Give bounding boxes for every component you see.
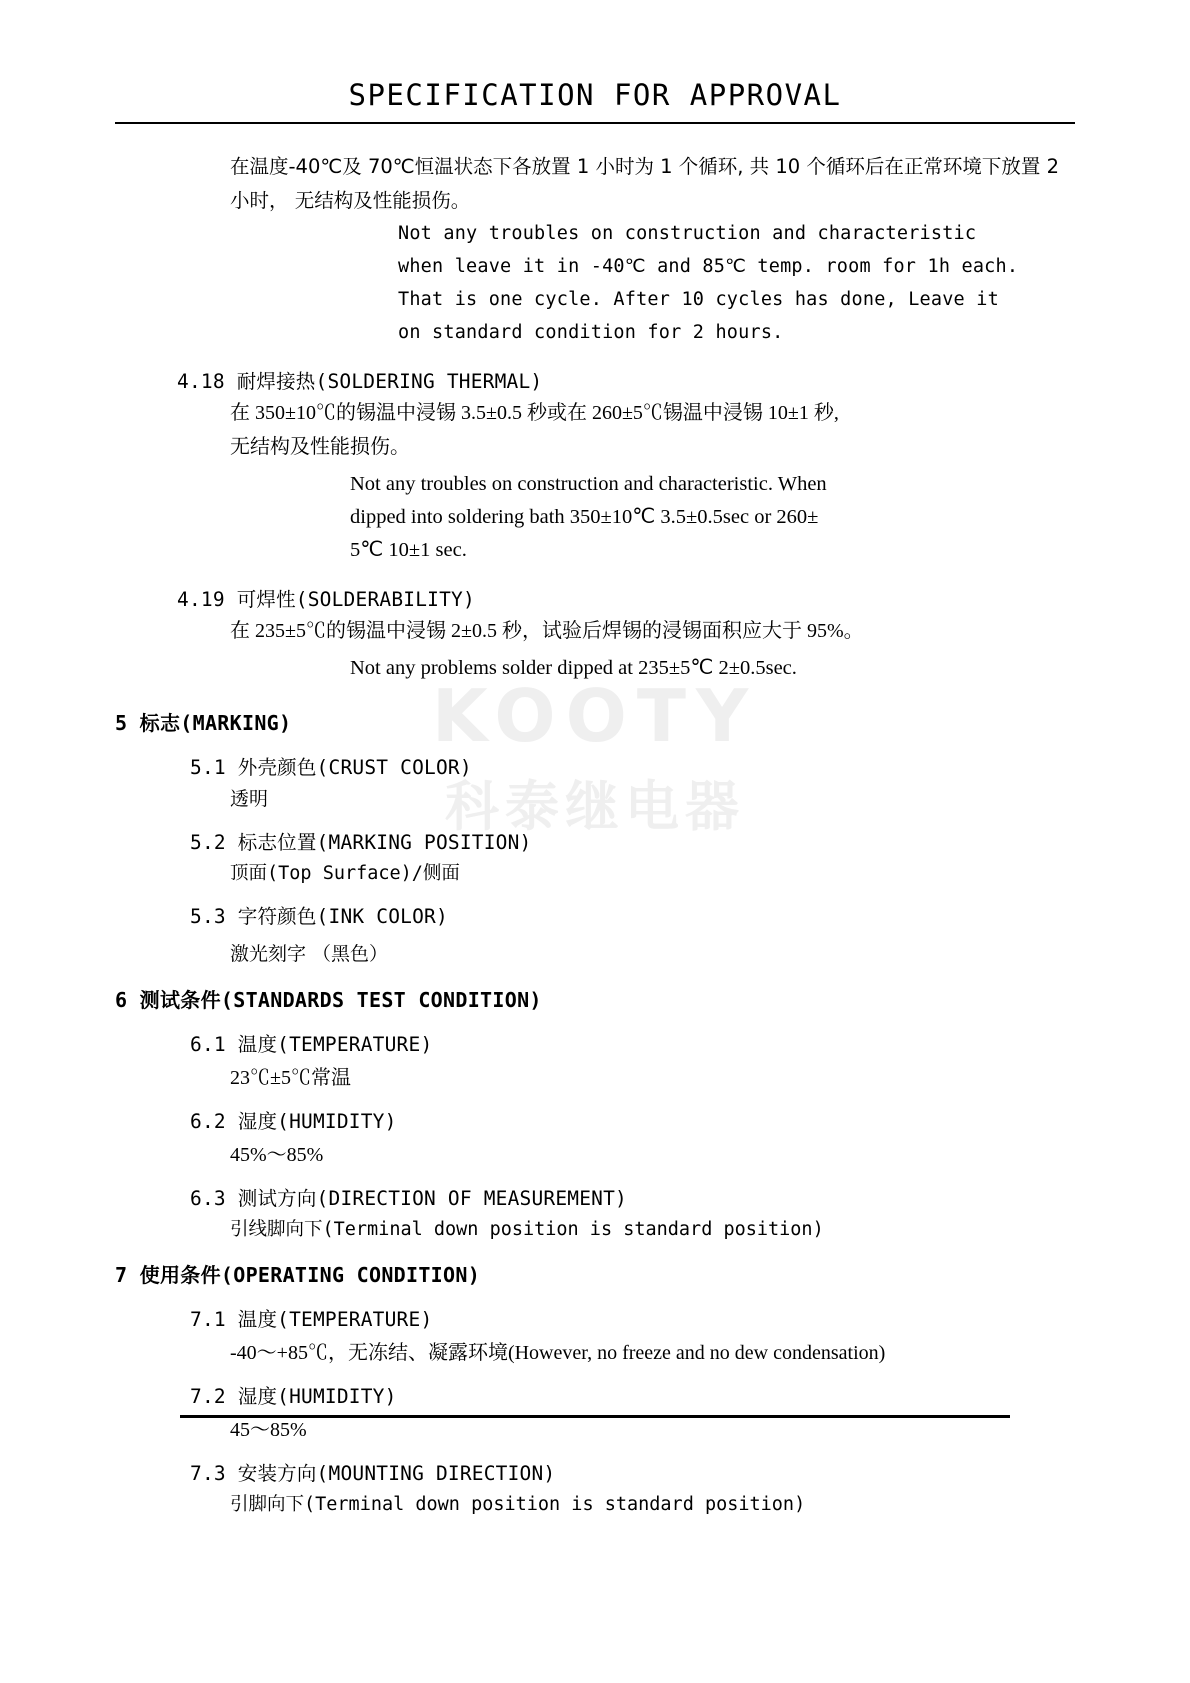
section-6-3-value: 引线脚向下(Terminal down position is standard position) [230, 1218, 824, 1240]
watermark-brand-chinese: 科泰继电器 [445, 775, 745, 838]
section-4-18-chinese-line-1: 在 350±10℃的锡温中浸锡 3.5±0.5 秒或在 260±5℃锡温中浸锡 10±1 秒, [230, 401, 839, 424]
section-4-18-english-line-2: dipped into soldering bath 350±10℃ 3.5±0.5sec or 260± [350, 506, 819, 529]
document-body [115, 124, 1075, 1516]
intro-english-line-3: That is one cycle. After 10 cycles has done, Leave it [398, 289, 999, 311]
section-4-19-english: Not any problems solder dipped at 235±5℃ 2±0.5sec. [350, 656, 797, 679]
section-6-2-value: 45%～85% [230, 1143, 324, 1166]
section-7-3-value: 引脚向下(Terminal down position is standard position) [230, 1493, 806, 1515]
page-title: SPECIFICATION FOR APPROVAL [348, 78, 842, 112]
section-heading-7-1: 7.1 温度(TEMPERATURE) [190, 1307, 433, 1331]
section-4-18-english-line-3: 5℃ 10±1 sec. [350, 539, 467, 562]
section-4-18-chinese-line-2: 无结构及性能损伤。 [230, 435, 410, 458]
section-heading-5: 5 标志(MARKING) [115, 710, 292, 735]
section-heading-5-3: 5.3 字符颜色(INK COLOR) [190, 904, 448, 928]
section-heading-6: 6 测试条件(STANDARDS TEST CONDITION) [115, 987, 542, 1012]
section-heading-7-3: 7.3 安装方向(MOUNTING DIRECTION) [190, 1461, 556, 1485]
intro-english-line-1: Not any troubles on construction and characteristic [398, 223, 977, 245]
section-heading-5-1: 5.1 外壳颜色(CRUST COLOR) [190, 755, 472, 779]
section-heading-5-2: 5.2 标志位置(MARKING POSITION) [190, 830, 532, 854]
section-heading-7: 7 使用条件(OPERATING CONDITION) [115, 1262, 481, 1287]
section-4-19-chinese: 在 235±5℃的锡温中浸锡 2±0.5 秒，试验后焊锡的浸锡面积应大于 95%。 [230, 619, 864, 642]
section-5-2-value: 顶面(Top Surface)/侧面 [230, 862, 460, 884]
section-5-1-value: 透明 [230, 787, 269, 810]
section-7-1-value: -40～+85℃，无冻结、凝露环境(However, no freeze and no dew condensation) [230, 1341, 886, 1364]
intro-english-line-4: on standard condition for 2 hours. [398, 322, 784, 344]
intro-english-paragraph [398, 218, 1075, 350]
watermark-brand-latin: KOOTY [431, 674, 759, 758]
section-4-18-chinese [230, 396, 1075, 464]
section-heading-4-19: 4.19 可焊性(SOLDERABILITY) [177, 587, 475, 611]
section-7-2-value: 45～85% [230, 1418, 307, 1441]
section-5-3-value: 激光刻字 （黑色） [230, 942, 389, 965]
section-heading-4-18: 4.18 耐焊接热(SOLDERING THERMAL) [177, 369, 543, 393]
section-heading-6-3: 6.3 测试方向(DIRECTION OF MEASUREMENT) [190, 1186, 627, 1210]
section-heading-7-2: 7.2 湿度(HUMIDITY) [190, 1384, 397, 1408]
section-6-1-value: 23℃±5℃常温 [230, 1066, 351, 1089]
intro-chinese-paragraph: 在温度-40℃及 70℃恒温状态下各放置 1 小时为 1 个循环, 共 10 个循环后在正常环境下放置 2 小时， 无结构及性能损伤。 [230, 155, 1059, 213]
section-4-18-english [350, 468, 1075, 568]
section-4-18-english-line-1: Not any troubles on construction and characteristic. When [350, 472, 827, 495]
intro-english-line-2: when leave it in -40℃ and 85℃ temp. room for 1h each. [398, 256, 1019, 278]
section-heading-6-2: 6.2 湿度(HUMIDITY) [190, 1109, 397, 1133]
section-heading-6-1: 6.1 温度(TEMPERATURE) [190, 1032, 433, 1056]
